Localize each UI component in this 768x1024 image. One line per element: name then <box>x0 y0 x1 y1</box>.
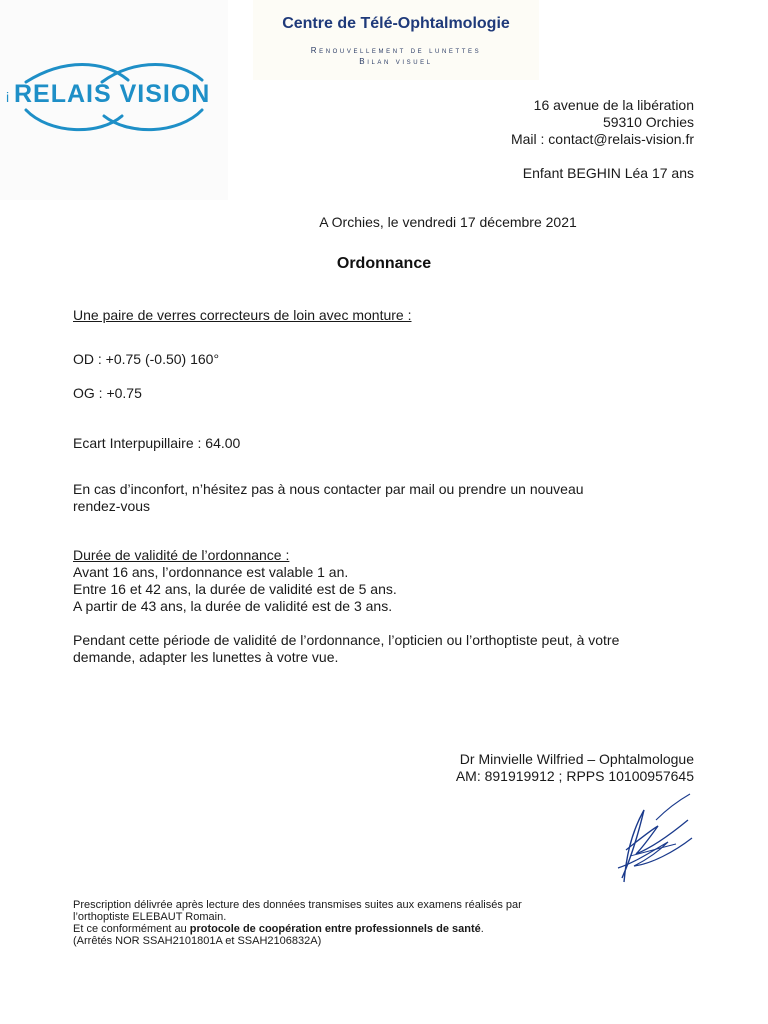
validity-heading: Durée de validité de l’ordonnance : <box>73 547 290 563</box>
address-street: 16 avenue de la libération <box>533 97 694 113</box>
header-title: Centre de Télé-Ophtalmologie <box>282 15 510 32</box>
inconfort-line1: En cas d’inconfort, n’hésitez pas à nous contacter par mail ou prendre un nouveau <box>73 481 584 497</box>
prescription-heading: Une paire de verres correcteurs de loin avec monture : <box>73 307 412 323</box>
inconfort-line2: rendez-vous <box>73 498 151 514</box>
header-banner <box>253 0 539 80</box>
relais-vision-logo <box>4 58 224 138</box>
footer-protocol: protocole de coopération entre professionnels de santé <box>189 923 481 935</box>
footer-line2: l’orthoptiste ELEBAUT Romain. <box>73 911 227 923</box>
address-mail: Mail : contact@relais-vision.fr <box>510 131 694 147</box>
validity-paragraph-line2: demande, adapter les lunettes à votre vue. <box>73 649 339 665</box>
document-title: Ordonnance <box>336 255 432 272</box>
logo-text: RELAIS VISION <box>14 80 211 108</box>
doctor-signature <box>596 790 696 890</box>
header-subtitle-line2: Bilan visuel <box>359 57 433 66</box>
footer-line3-prefix: Et ce conformément au <box>73 923 190 935</box>
date-line: A Orchies, le vendredi 17 décembre 2021 <box>319 214 577 230</box>
header-subtitle-line1: Renouvellement de lunettes <box>310 46 482 55</box>
prescription-od: OD : +0.75 (-0.50) 160° <box>73 351 220 367</box>
logo-prefix: i <box>6 89 10 105</box>
doctor-ids: AM: 891919912 ; RPPS 10100957645 <box>455 768 694 784</box>
validity-line3: A partir de 43 ans, la durée de validité est de 3 ans. <box>73 598 393 614</box>
footer-line1: Prescription délivrée après lecture des données transmises suites aux examens réalisés par <box>73 899 522 911</box>
address-city: 59310 Orchies <box>602 114 694 130</box>
validity-paragraph-line1: Pendant cette période de validité de l’ordonnance, l’opticien ou l’orthoptiste peut, à votre <box>73 632 620 648</box>
doctor-name: Dr Minvielle Wilfried – Ophtalmologue <box>459 751 694 767</box>
ecart-interpupillaire: Ecart Interpupillaire : 64.00 <box>73 435 241 451</box>
footer-line4: (Arrêtés NOR SSAH2101801A et SSAH2106832A) <box>73 935 322 947</box>
footer-line3-suffix: . <box>480 923 484 935</box>
prescription-og: OG : +0.75 <box>73 385 142 401</box>
validity-line1: Avant 16 ans, l’ordonnance est valable 1 an. <box>73 564 349 580</box>
footer-line3 <box>73 923 484 935</box>
patient-name: Enfant BEGHIN Léa 17 ans <box>522 165 694 181</box>
validity-line2: Entre 16 et 42 ans, la durée de validité est de 5 ans. <box>73 581 397 597</box>
